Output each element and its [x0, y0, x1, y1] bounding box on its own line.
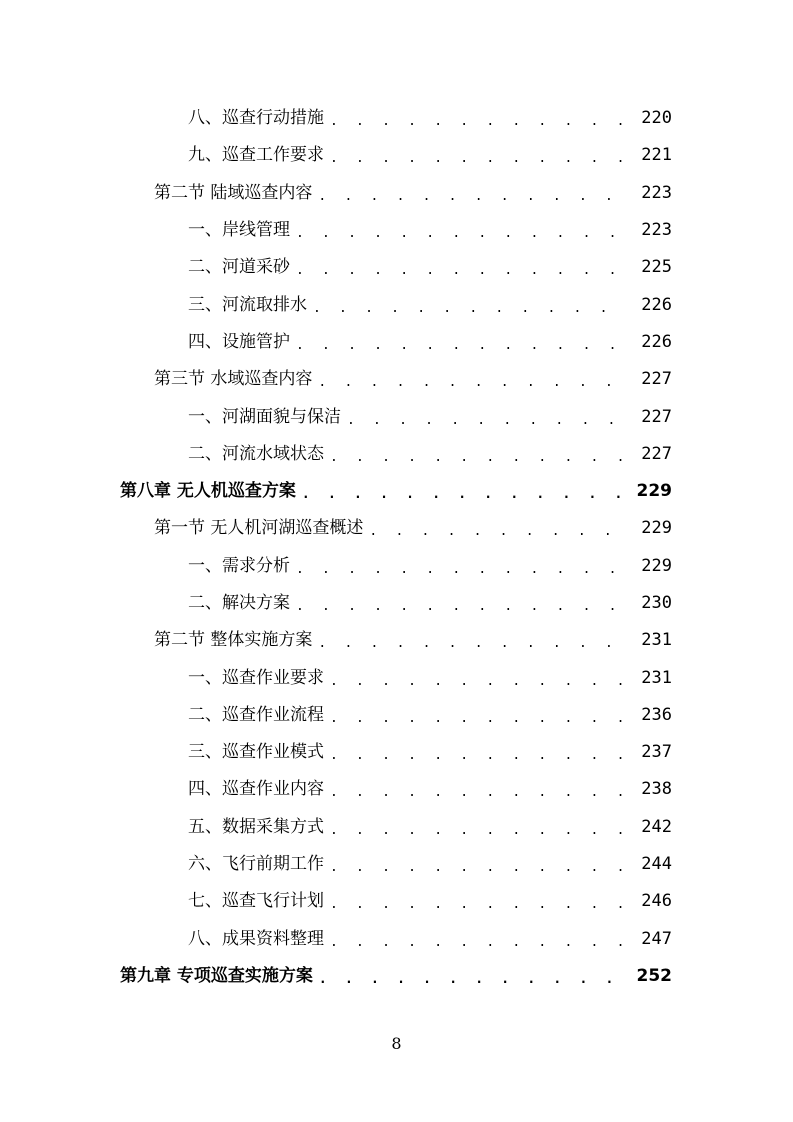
- toc-dot-leader: [330, 451, 626, 464]
- toc-entry-page: 226: [641, 331, 672, 352]
- toc-dot-leader: [330, 936, 626, 949]
- toc-entry-page: 223: [641, 182, 672, 203]
- toc-entry-title: 二、解决方案: [188, 593, 290, 613]
- toc-entry-title: 七、巡查飞行计划: [188, 891, 324, 912]
- toc-entry-title: 三、河流取排水: [188, 294, 307, 315]
- toc-item-entry[interactable]: [0, 436, 793, 473]
- toc-entry-page: 229: [641, 555, 672, 576]
- toc-item-entry[interactable]: [0, 846, 793, 883]
- toc-section-entry[interactable]: [0, 361, 793, 398]
- toc-entry-title: 五、数据采集方式: [188, 816, 324, 837]
- toc-entry-page: 236: [641, 704, 672, 725]
- toc-dot-leader: [330, 786, 626, 799]
- toc-entry-title: 三、巡查作业模式: [188, 742, 324, 763]
- toc-entry-page: 247: [641, 928, 672, 949]
- toc-dot-leader: [330, 898, 626, 911]
- toc-entry-page: 244: [641, 854, 672, 875]
- toc-dot-leader: [296, 339, 626, 352]
- toc-entry-title: 八、成果资料整理: [188, 928, 324, 949]
- toc-dot-leader: [296, 600, 626, 613]
- toc-chapter-entry[interactable]: [0, 958, 793, 995]
- toc-entry-page: 227: [641, 369, 672, 390]
- toc-entry-page: 225: [641, 257, 672, 278]
- toc-entry-page: 231: [641, 630, 672, 651]
- toc-dot-leader: [330, 152, 626, 165]
- toc-entry-page: 229: [641, 518, 672, 539]
- toc-entry-title: 第二节 陆域巡查内容: [154, 182, 313, 203]
- toc-dot-leader: [330, 749, 626, 762]
- toc-entry-page: 226: [641, 294, 672, 315]
- toc-section-entry[interactable]: [0, 175, 793, 212]
- toc-item-entry[interactable]: [0, 921, 793, 958]
- toc-entry-page: 227: [641, 406, 672, 427]
- toc-entry-title: 第九章 专项巡查实施方案: [120, 965, 313, 986]
- toc-item-entry[interactable]: [0, 771, 793, 808]
- toc-entry-title: 六、飞行前期工作: [188, 854, 324, 875]
- toc-item-entry[interactable]: [0, 137, 793, 174]
- toc-entry-title: 第一节 无人机河湖巡查概述: [154, 518, 364, 539]
- toc-item-entry[interactable]: [0, 548, 793, 585]
- toc-entry-page: 221: [641, 145, 672, 166]
- toc-dot-leader: [302, 488, 626, 501]
- toc-dot-leader: [318, 190, 626, 203]
- toc-entry-page: 231: [641, 667, 672, 688]
- toc-dot-leader: [330, 115, 626, 128]
- toc-entry-page: 227: [641, 443, 672, 464]
- toc-item-entry[interactable]: [0, 883, 793, 920]
- toc-entry-title: 八、巡查行动措施: [188, 108, 324, 129]
- toc-entry-page: 242: [641, 816, 672, 837]
- toc-entry-title: 第八章 无人机巡查方案: [120, 481, 296, 502]
- toc-entry-page: 237: [641, 742, 672, 763]
- toc-entry-title: 一、河湖面貌与保洁: [188, 406, 341, 427]
- toc-entry-title: 一、巡查作业要求: [188, 667, 324, 688]
- toc-entry-page: 238: [641, 779, 672, 800]
- toc-entry-page: 246: [641, 891, 672, 912]
- toc-item-entry[interactable]: [0, 249, 793, 286]
- page-number: 8: [391, 1034, 402, 1053]
- toc-entry-page: 252: [636, 965, 672, 986]
- toc-item-entry[interactable]: [0, 734, 793, 771]
- toc-item-entry[interactable]: [0, 697, 793, 734]
- toc-item-entry[interactable]: [0, 659, 793, 696]
- toc-entry-title: 九、巡查工作要求: [188, 145, 324, 166]
- toc-entry-title: 一、需求分析: [188, 555, 290, 576]
- toc-entry-title: 四、巡查作业内容: [188, 779, 324, 800]
- toc-entry-page: 229: [636, 481, 672, 502]
- toc-section-entry[interactable]: [0, 510, 793, 547]
- toc-entry-page: 230: [641, 593, 672, 613]
- toc-entry-page: 220: [641, 108, 672, 129]
- toc-dot-leader: [319, 973, 626, 986]
- toc-dot-leader: [369, 525, 626, 538]
- toc-chapter-entry[interactable]: [0, 473, 793, 510]
- toc-dot-leader: [296, 563, 626, 576]
- table-of-contents: [0, 100, 793, 995]
- toc-dot-leader: [330, 675, 626, 688]
- toc-item-entry[interactable]: [0, 212, 793, 249]
- toc-dot-leader: [296, 227, 626, 240]
- toc-item-entry[interactable]: [0, 324, 793, 361]
- toc-section-entry[interactable]: [0, 622, 793, 659]
- toc-entry-title: 二、河流水域状态: [188, 443, 324, 464]
- toc-entry-title: 二、河道采砂: [188, 257, 290, 278]
- toc-entry-title: 二、巡查作业流程: [188, 704, 324, 725]
- toc-dot-leader: [296, 264, 626, 277]
- toc-entry-title: 一、岸线管理: [188, 220, 290, 241]
- toc-dot-leader: [330, 712, 626, 725]
- toc-item-entry[interactable]: [0, 100, 793, 137]
- toc-item-entry[interactable]: [0, 286, 793, 323]
- toc-item-entry[interactable]: [0, 398, 793, 435]
- toc-dot-leader: [318, 637, 626, 650]
- toc-item-entry[interactable]: [0, 809, 793, 846]
- toc-dot-leader: [318, 376, 626, 389]
- toc-dot-leader: [330, 861, 626, 874]
- toc-entry-title: 第三节 水域巡查内容: [154, 369, 313, 390]
- toc-entry-title: 四、设施管护: [188, 331, 290, 352]
- toc-item-entry[interactable]: [0, 585, 793, 622]
- toc-entry-title: 第二节 整体实施方案: [154, 630, 313, 651]
- toc-dot-leader: [330, 824, 626, 837]
- toc-dot-leader: [347, 414, 626, 427]
- toc-entry-page: 223: [641, 220, 672, 241]
- toc-dot-leader: [313, 302, 626, 315]
